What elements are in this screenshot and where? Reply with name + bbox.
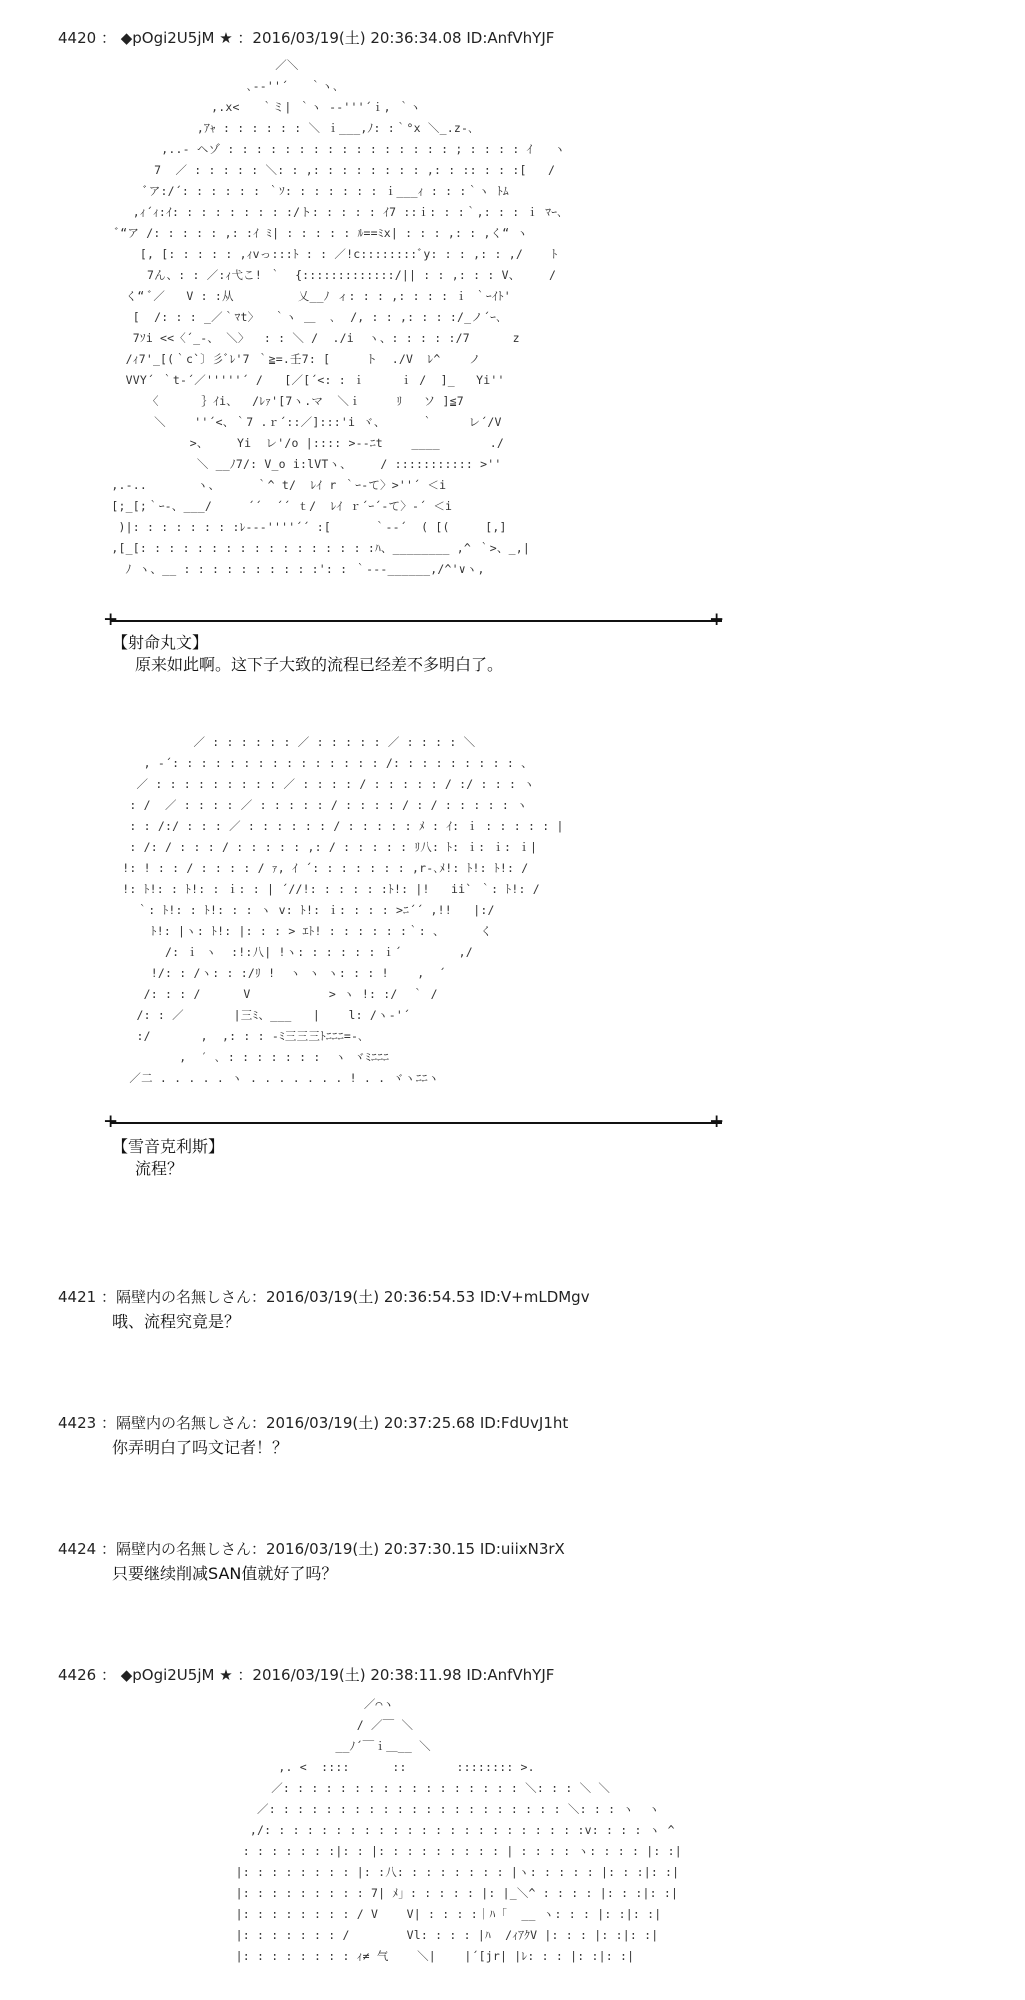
post-header-4424: 4424 ：隔壁内の名無しさん：2016/03/19(土) 20:37:30.15 ID:uiixN3rX [58, 1540, 565, 1558]
post-header-4423: 4423 ：隔壁内の名無しさん：2016/03/19(土) 20:37:25.68 ID:FdUvJ1ht [58, 1414, 569, 1432]
post-body-4424: 只要继续削减SAN值就好了吗？ [112, 1564, 338, 1583]
post-body-4423: 你弄明白了吗文记者！？ [112, 1438, 289, 1457]
post-header-4421: 4421 ：隔壁内の名無しさん：2016/03/19(土) 20:36:54.53 ID:V+mLDMgv [58, 1288, 590, 1306]
dialogue-line-chris: 流程？ [135, 1159, 184, 1178]
divider-left-plus-icon: + [104, 1109, 118, 1134]
divider-left-plus-icon: + [104, 607, 118, 632]
divider-line [110, 1122, 722, 1124]
divider-right-plus-icon: + [710, 607, 724, 632]
divider-right-plus-icon: + [710, 1109, 724, 1134]
ascii-art-aya: ／＼ ､-‐''´ ｀ヽ､ ,.x< ｀ミ| ｀ヽ ‐‐'''´ｉ, ｀ヽ ,ｱｬ : : : : : : ＼ ｉ___,ﾉ: :｀°x ＼_.z-､ ,..- ヘゾ : : : : : : : : : : : : : : : : ; : : : : ｲ ヽ 7 ／ : : : : : ＼: : ,: : : : : : : : ,: : :: : : :[ / ﾞア:/´: : : : : : ｀ｿ: : : : : : : ｉ___ｨ : : :｀ヽ ﾄﾑ ,ｨ´ｨ:ｲ: : : : : : : : :/ト: : : : : ｲ7 ::ｉ: : :｀,: : : ｉ ﾏｰ､ ﾞ“ア /: : : : : ,: :ｲ ﾐ| : : : : : ﾙ==ﾐx| : : : ,: : ,く“ ヽ [, [: : : : : ,ｨvっ:::ﾄ : : ／!c::::::::ﾞy: : : ,: : ,/ ﾄ 7ん、: : ／:ｨ弋こ! ｀ {:::::::::::::/|| : : ,: : : V、 / く“ ﾞ／ V : :从 乂__ﾉ ィ: : : ,: : : : ｉ ｀ｰｲﾄ' [ /: : : _／｀ﾏt〉 ｀ヽ ＿ ､ /, : : ,: : : :/_ノ´ｰ､ 7ｿi <<〈´_-、 ＼〉 : : ＼ / ./i ヽ、: : : : :/7 z /ｨ7'_[(｀c`〕彡ﾞﾚ'7 ｀≧=.壬7: [ ト ./V ﾚ^ ノ VVY´ ｀t-´／'''''´ / [／[´<: : ｉ ｉ / ]_ Yi'' 〈 ｝ｲi、 /ﾚｧ'[7ヽ.マ ＼ｉ ﾘ ソ ]≦7 ＼ ''´<、｀7 .ｒ´::／]:::'i ヾ、 ｀ レ´/V >、 Yi レ'/o |:::: >‐‐ﾆt ____ ./ ＼ __ﾉ7/: V_o i:lVTヽ、 / ::::::::::: >'' ,.-.. ヽ、 ｀^ t/ ﾚｲ r ｀ｰ‐て〉>''´ ＜i [;_[;｀ｰ-、___/ ´´ ´´ ｔ/ ﾚｲ ｒ´ｰ´‐て〉‐´ ＜i )|: : : : : : : :ﾚ--‐''''´´ :[ ｀-‐´ ( [( [,] ,[_[: : : : : : : : : : : : : : : : :ﾊ、________ ,^ ｀>、_,| ﾉ ヽ、__ : : : : : : : : : :': : ｀‐‐-______,/^'∨ヽ, [111, 58, 566, 576]
ascii-art-aya-2: ／⌒ヽ / ／￣ ＼ __ﾉ´￣ｉ＿__ ＼ ,. < :::: :: :::::::: >. ／: : : : : : : : : : : : : : : : : ＼: : : ＼ ＼ ／: : : : : : : : : : : : : : : : : : : : : ＼: : : ヽ ヽ ,/: : : : : : : : : : : : : : : : : : : : : : :v: : : : ヽ ^ : : : : : : :|: : |: : : : : : : : : | : : : : ヽ: : : : |: :| |: : : : : : : : |: :八: : : : : : : : |ヽ: : : : : |: : :|: :| |: : : : : : : : : 7| ﾒ」: : : : : |: |_＼^ : : : : |: : :|: :| |: : : : : : : : / V V| : : : :｜ﾊ「 __ ヽ: : : |: :|: :| |: : : : : : : / Vl: : : : |ﾊ /ｨｱｸV |: : : |: :|: :| |: : : : : : : : ｨ≠ 气 ＼| |´[jr| |ﾚ: : : |: :|: :| [235, 1697, 682, 1963]
post-header-4426: 4426 ： ◆pOgi2U5jM ★ ：2016/03/19(土) 20:38:11.98 ID:AnfVhYJF [58, 1666, 555, 1684]
speaker-label-chris: 【雪音克利斯】 [112, 1137, 225, 1156]
divider-line [110, 620, 722, 622]
post-body-4421: 哦、流程究竟是？ [112, 1312, 241, 1331]
speaker-label-aya: 【射命丸文】 [112, 633, 209, 652]
dialogue-line-aya: 原来如此啊。这下子大致的流程已经差不多明白了。 [135, 655, 504, 674]
post-header-4420: 4420 ： ◆pOgi2U5jM ★ ：2016/03/19(土) 20:36:34.08 ID:AnfVhYJF [58, 29, 555, 47]
ascii-art-chris: ／ : : : : : : ／ : : : : : ／ : : : : ＼ , -´: : : : : : : : : : : : : : : /: : : : : : : : : 、 ／ : : : : : : : : : ／ : : : : / : : : : : / :/ : : : ヽ : / ／ : : : : ／ : : : : : / : : : : / : / : : : : : ヽ : : /:/ : : : ／ : : : : : : / : : : : : ﾒ : ｲ: ｉ : : : : : | : /: / : : : / : : : : : ,: / : : : : : ﾘ八: ﾄ: ｉ: ｉ: ｉ| !: ! : : / : : : : / ｧ, ｲ ´: : : : : : : ,r‐､ﾒ!: ﾄ!: ﾄ!: / !: ﾄ!: : ﾄ!: : ｉ: : | ´//!: : : : : :ﾄ!: |! ii` ｀: ﾄ!: / ｀: ﾄ!: : ﾄ!: : : ヽ v: ﾄ!: ｉ: : : : >ﾆ´´ ,!! |:/ ﾄ!: |ヽ: ﾄ!: |: : : > ｴﾄ! : : : : : :｀: 、 く /: ｉ ヽ :!:八| !ヽ: : : : : : ｉ´ ,/ !/: : /ヽ: : :/ﾘ ! ヽ ヽ ヽ: : : ! , ´ /: : : / V > ヽ !: :/ ｀ / /: : ／ |三ﾐ、___ | l: /ヽ‐'´ :/ , ,: : : -ﾐ三三三ﾄﾆﾆﾆ=-､ , ′ ､ : : : : : : : ヽ ヾﾐﾆﾆﾆ ／二 . . . . . ヽ . . . . . . . ! . . ヾヽﾆﾆヽ [122, 735, 564, 1085]
